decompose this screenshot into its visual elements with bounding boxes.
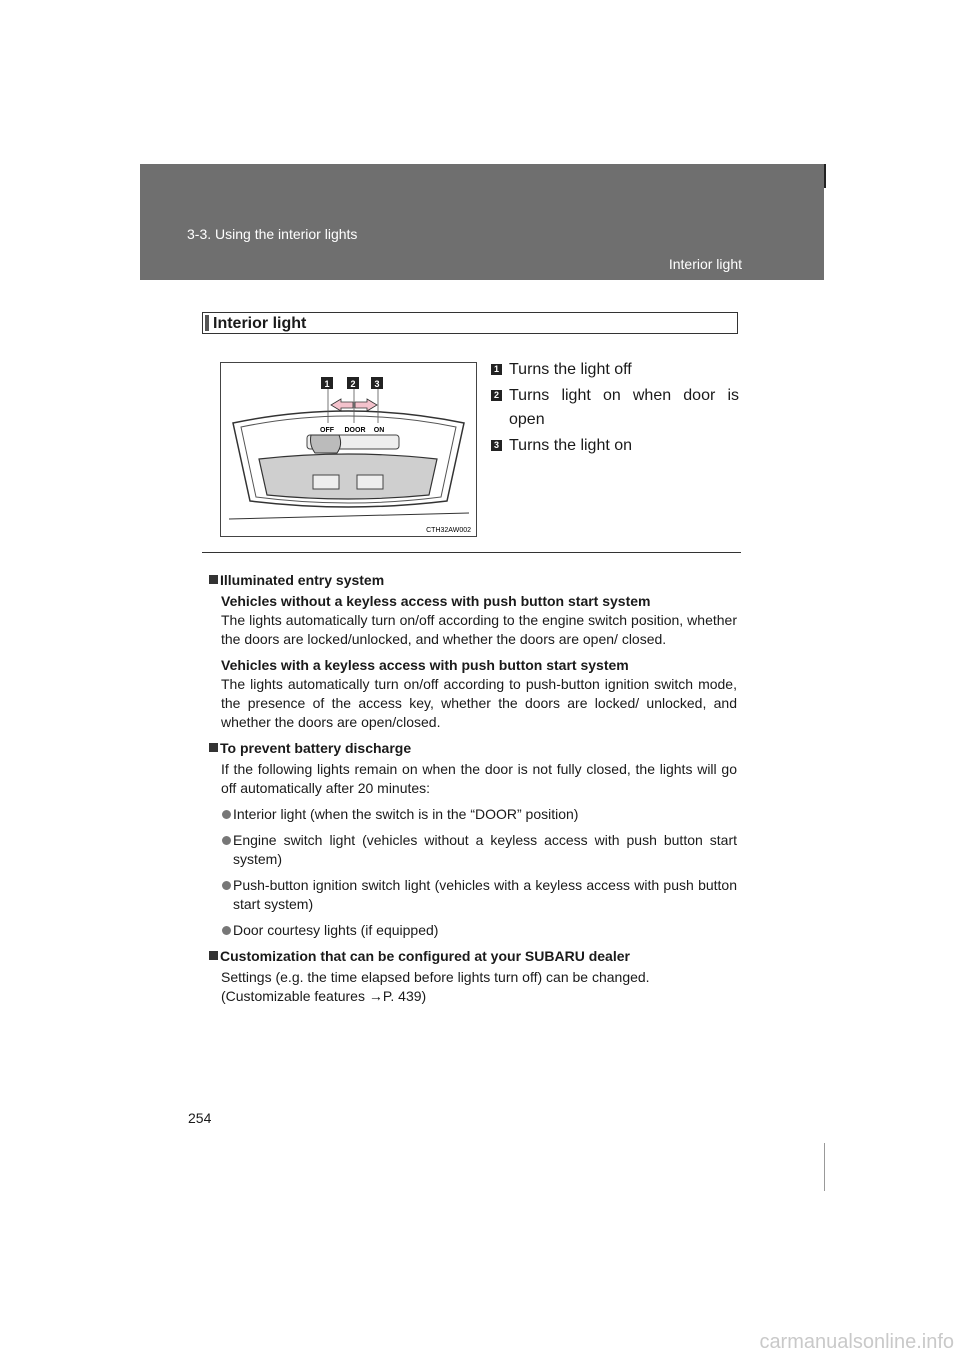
- battery-bullet-1: Interior light (when the switch is in the “DOOR” position): [209, 805, 737, 824]
- legend-text-2: Turns light on when door is open: [509, 387, 739, 428]
- note-body-entry: [209, 592, 737, 732]
- watermark: carmanualsonline.info: [759, 1331, 954, 1353]
- note-body-battery: [209, 760, 737, 798]
- battery-paragraph: If the following lights remain on when the door is not fully closed, the lights will go off automatically after 20 minutes:: [221, 761, 737, 796]
- legend-item-3: [491, 434, 739, 458]
- number-badge-1: 1: [491, 364, 502, 375]
- section-divider: [202, 552, 741, 553]
- figure-number-2: 2: [350, 379, 356, 389]
- note-title-battery: To prevent battery discharge: [209, 739, 737, 758]
- figure-number-1: 1: [324, 379, 330, 389]
- arrow-right-icon: [355, 399, 377, 411]
- switch-label-door: DOOR: [344, 427, 366, 434]
- legend-text-3: Turns the light on: [509, 437, 633, 454]
- lamp-lens: [259, 454, 437, 499]
- side-edge-rule: [824, 1143, 825, 1191]
- section-title-text: Interior light: [213, 315, 307, 332]
- battery-bullet-2: Engine switch light (vehicles without a keyless access with push button start system): [209, 831, 737, 869]
- battery-bullet-4: Door courtesy lights (if equipped): [209, 921, 737, 940]
- section-title: [202, 312, 738, 334]
- entry-paragraph-2: The lights automatically turn on/off according to push-button ignition switch mode, the presence of the access key, whether the doors are locked/ unlocked, and whether the doors are open/closed.: [221, 676, 737, 730]
- entry-subheading-1: Vehicles without a keyless access with push button start system: [221, 593, 651, 609]
- interior-light-illustration: [220, 362, 477, 537]
- note-body-customization: [209, 968, 737, 1006]
- figure-code: CTH32AW002: [426, 527, 471, 534]
- page-number: 254: [188, 1110, 212, 1126]
- entry-paragraph-1: The lights automatically turn on/off according to the engine switch position, whether the doors are locked/unlocked, and whether the doors are open/ closed.: [221, 612, 737, 647]
- legend-item-2: [491, 384, 739, 432]
- entry-subheading-2: Vehicles with a keyless access with push button start system: [221, 657, 629, 673]
- switch-label-on: ON: [373, 427, 385, 434]
- lens-window-right: [357, 475, 383, 489]
- switch-label-off: OFF: [320, 427, 334, 434]
- number-badge-3: 3: [491, 440, 502, 451]
- header-topic: Interior light: [668, 256, 742, 272]
- header-edge-rule: [824, 164, 826, 188]
- figure-number-3: 3: [374, 379, 380, 389]
- figure-legend: [491, 358, 739, 460]
- notes-section: [209, 571, 737, 1006]
- ceiling-line: [229, 513, 469, 519]
- note-title-customization: Customization that can be configured at your SUBARU dealer: [209, 947, 737, 966]
- number-badge-2: 2: [491, 390, 502, 401]
- note-title-entry: Illuminated entry system: [209, 571, 737, 590]
- battery-bullet-3: Push-button ignition switch light (vehicles with a keyless access with push button start system): [209, 876, 737, 914]
- arrow-left-icon: [331, 399, 353, 411]
- header-section-title: 3-3. Using the interior lights: [187, 226, 358, 242]
- interior-light-drawing: [221, 363, 476, 536]
- legend-item-1: [491, 358, 739, 382]
- legend-text-1: Turns the light off: [509, 361, 632, 378]
- customization-text-1: Settings (e.g. the time elapsed before lights turn off) can be changed.: [221, 969, 650, 985]
- slide-switch-knob: [311, 435, 341, 453]
- lens-window-left: [313, 475, 339, 489]
- customization-text-2: (Customizable features →P. 439): [221, 988, 427, 1004]
